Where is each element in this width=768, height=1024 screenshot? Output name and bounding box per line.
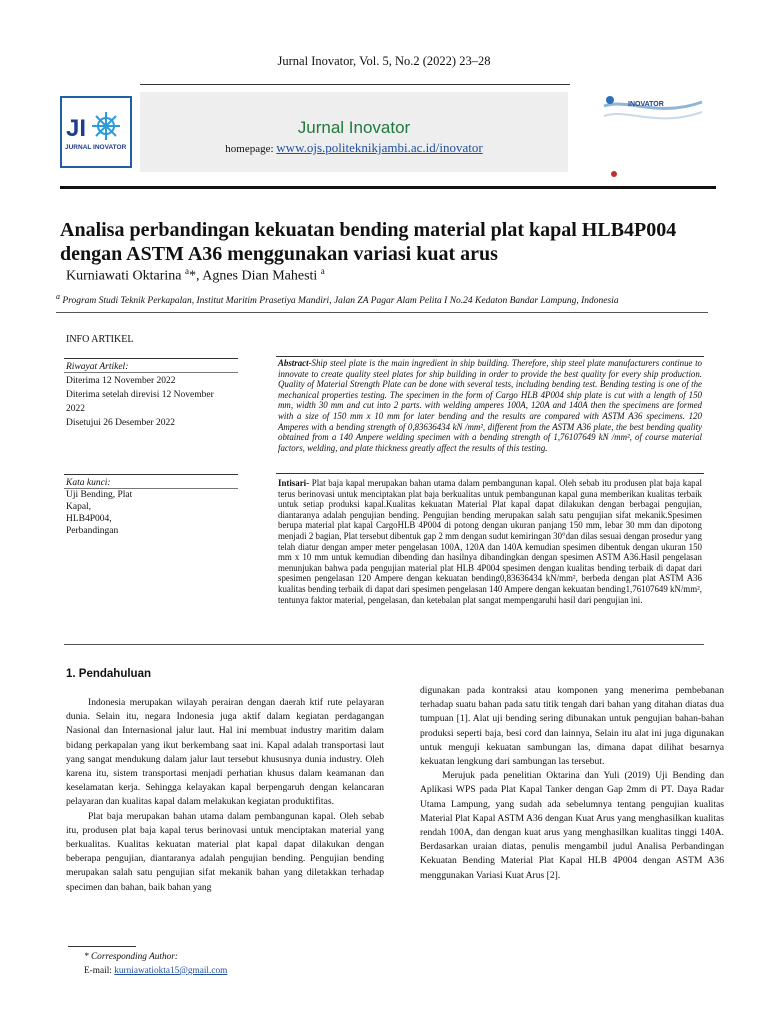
paper-title: Analisa perbandingan kekuatan bending material plat kapal HLB4P004 dengan ASTM A36 menggunakan variasi kuat arus	[60, 219, 677, 265]
abstract-text: Ship steel plate is the main ingredient in ship building. Therefore, ship steel plate manufacturers continue to innovate to create quality steel plates for ship building in order to provide the best quality for every ship production. Quality of Material Strength Plate can be done with several tests, including bending test. Bending testing is one of the mechanical properties testing. The specimen in the form of Cargo HLB 4P004 ship plate is cut with a length of 150 mm, width 30 mm and cut into 2 parts. with welding amperes 100A, 120A and 140A then the specimens are formed with a size of 150 mm x 10 mm for later bending and the results are compared with ASTM A36 specimens. 120 Amperes with a bending strength of 0,83636434 kN /mm², different from the ASTM A36 plate, the best bending quality obtained from a 140 Ampere welding specimen with a bending strength of 1,76107649 kN /mm², of course material factors, welding, and plate thickness greatly affect the results of this testing.	[278, 358, 702, 453]
homepage-line	[140, 140, 568, 156]
logo-letters: JI	[66, 115, 87, 142]
author-1: Kurniawati Oktarina	[66, 268, 182, 284]
corresponding-note: * Corresponding Author:	[84, 952, 179, 962]
revised-date-2: 2022	[66, 404, 85, 414]
keyword-item: HLB4P004,	[66, 514, 112, 524]
email-label: E-mail:	[84, 966, 115, 976]
abstract-rule-top	[276, 356, 704, 357]
info-heading: INFO ARTIKEL	[66, 334, 134, 345]
history-rule-mid	[64, 372, 238, 373]
intisari-text: Plat baja kapal merupakan bahan utama dalam pembangunan kapal. Oleh sebab itu produsen plat baja kapal terus berinovasi untuk menciptakan plat baja berkualitas untuk pembangunan kapal guna memberikan kualitas terbaik untuk setiap produksi kapal.Kualitas kekuatan Material Plat kapal dapat dilakukan dengan berbagai pengujian, diantaranya adalah pengujian bending. Pengujian bending merupakan salah satu pengujian sifat mekanik.Spesimen berupa material plat kapal CargoHLB 4P004 di potong dengan ukuran panjang 150 mm, lebar 30 mm dan dipotong menjadi 2 bagian, Plat tersebut dibentuk gap 2 mm dengan sudut kemiringan 30°dan dilas sesuai dengan prosedur yang telah diatur dengan amper meter pengelasan 100A, 120A dan 140A kemudian spesimen dibentuk dengan ukuran 150 mm x 10 mm untuk kemudian dibending dan hasilnya dibandingkan dengan spesimen ASTM A36.Hasil pengelasan menunjukan bahwa pada pengujian material plat HLB 4P004 spesimen dengan kualitas bending terbaik di dapat dari spesimen pengelasan 120 Ampere dengan kekuatan bending0,83636434 kN/mm², berbeda dengan plat ASTM A36 kualitas bending terbaik di dapat dari spesimen pengelasan 140 Ampere dengan kekuatan bending1,76107649 kN/mm², tentunya faktor material, pengelasan, dan ketebalan plat sangat mempengaruhi hasil dari pengujian ini.	[278, 478, 702, 605]
affiliation-text: Program Studi Teknik Perkapalan, Institut Maritim Prasetiya Mandiri, Jalan ZA Pagar Alam Pelita I No.24 Kedaton Bandar Lampung, Indonesia	[62, 296, 619, 307]
cover-title: INOVATOR	[628, 101, 664, 108]
homepage-link[interactable]: www.ojs.politeknikjambi.ac.id/inovator	[276, 140, 483, 155]
journal-banner	[140, 92, 568, 172]
header-divider	[140, 84, 570, 85]
history-rule-top	[64, 358, 238, 359]
section-heading: 1. Pendahuluan	[66, 668, 151, 680]
keywords-rule-top	[64, 474, 238, 475]
corresponding-mark: *,	[188, 268, 203, 284]
body-left-column	[66, 696, 384, 895]
logo-subtitle: JURNAL INOVATOR	[65, 144, 127, 151]
abstract	[278, 358, 702, 453]
front-matter-rule	[64, 644, 704, 645]
abstract-rule-bottom	[276, 473, 704, 474]
paragraph: Indonesia merupakan wilayah perairan dengan daerah ktif rute pelayaran dunia. Selain itu, negara Indonesia juga aktif dalam kegiatan perdagangan Nasional dan Internasional jalur laut. Hal ini membuat industry maritim dalam bidang perkapalan yang ikut berkembang saat ini. Kapal adalah transportasi laut yang sangat mendukung dalam jalur laut tersebut khususnya dunia industry. Oleh karena itu, sistem transportasi menjadi perhatian khusus dalam keamanan dan keselamatan kerja. Sehingga kelayakan kapal berpengaruh dengan kelancaran pelayaran dan kualitas kapal dalam melakukan kegiatan produktifitas.	[66, 697, 384, 808]
keywords-list	[66, 489, 238, 537]
affiliation	[56, 292, 619, 306]
homepage-label: homepage:	[225, 143, 274, 155]
intisari	[278, 478, 702, 605]
accepted-date: Disetujui 26 Desember 2022	[66, 418, 175, 428]
paragraph: Plat baja merupakan bahan utama dalam pembangunan kapal. Oleh sebab itu, produsen plat baja kapal terus berinovasi untuk menciptakan material yang berkualitas. Kualitas kekuatan material plat kapal dapat dilakukan dengan beberapa pengujian, diantaranya adalah pengujian bending. Pengujian bending merupakan salah satu pengujian sifat mekanik bahan yang diletakkan terhadap specimen dan bahan, baik bahan yang	[66, 810, 384, 893]
header-thick-rule	[60, 186, 716, 189]
journal-citation-line: Jurnal Inovator, Vol. 5, No.2 (2022) 23–28	[277, 54, 491, 68]
abstract-label: Abstract-	[278, 358, 312, 368]
footnote-rule	[68, 946, 136, 947]
body-right-column	[420, 684, 724, 883]
author-line	[66, 266, 325, 285]
author-2-affil: a	[320, 266, 325, 276]
author-1-affil: a	[184, 266, 189, 276]
author-2: Agnes Dian Mahesti	[202, 268, 318, 284]
keyword-item: Perbandingan	[66, 526, 119, 536]
keywords-label: Kata kunci:	[66, 478, 111, 488]
revised-date-1: Diterima setelah direvisi 12 November	[66, 390, 214, 400]
intisari-label: Intisari-	[278, 478, 310, 488]
paragraph: Merujuk pada penelitian Oktarina dan Yuli (2019) Uji Bending dan Aplikasi WPS pada Plat Kapal Tanker dengan Gap 2mm di PT. Daya Radar Utama Lampung, yang sudah ada sebelumnya tentang pengujian kualitas Material Plat Kapal ASTM A36 dengan Kuat Arus yang menghasilkan kualitas rendah 100A, dan dengan kuat arus yang menghasilkan kualitas tinggi 140A. Berdasarkan uraian diatas, penulis mengambil judul Analisa Perbandingan Kekuatan Bending Material Plat Kapal HLB 4P004 dengan ASTM A36 menggunakan Variasi Kuat Arus [2].	[420, 770, 724, 881]
email-line	[84, 966, 227, 976]
received-date: Diterima 12 November 2022	[66, 376, 176, 386]
affiliation-mark: a	[56, 292, 60, 301]
keyword-item: Uji Bending, Plat	[66, 490, 133, 500]
email-link[interactable]: kurniawatiokta15@gmail.com	[114, 966, 228, 976]
affil-rule	[56, 312, 708, 313]
keyword-item: Kapal,	[66, 502, 92, 512]
banner-title: Jurnal Inovator	[297, 118, 411, 137]
journal-logo-left	[60, 96, 132, 168]
paragraph: digunakan pada kontraksi atau komponen yang menerima pembebanan terhadap suatu bahan pada satu titik tengah dari bahan yang ditahan diatas dua tumpuan [1]. Alat uji bending sering dibunakan untuk pengujian bahan-bahan produksi seperti baja, besi cord dan lainnya, Selain itu alat ini juga digunakan untuk menguji kekuatan sambungan las, dimana dapat dilihat besarnya kekuatan lengkung dari sambungan las tersebut.	[420, 685, 724, 768]
journal-cover-thumbnail	[598, 88, 708, 184]
history-label: Riwayat Artikel:	[66, 362, 129, 372]
